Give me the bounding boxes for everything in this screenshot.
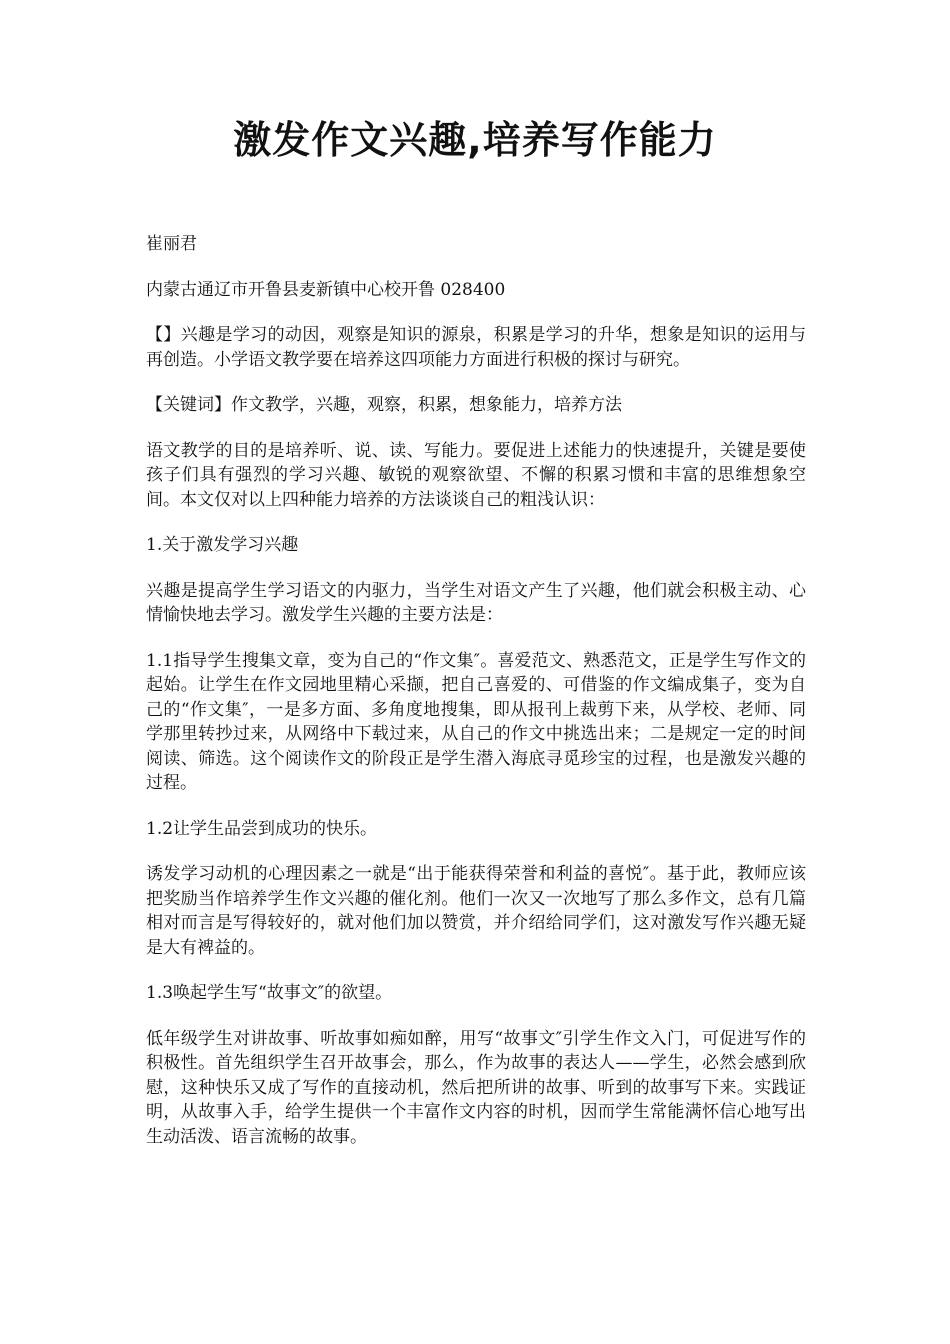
document-title: 激发作文兴趣,培养写作能力 [233,118,717,162]
document-body [146,232,806,1170]
subsection-1-3-heading: 1.3唤起学生写“故事文″的欲望。 [146,983,393,1003]
subsection-1-2-paragraph: 诱发学习动机的心理因素之一就是“出于能获得荣誉和利益的喜悦″。基于此，教师应该把奖励当作培养学生作文兴趣的催化剂。他们一次又一次地写了那么多作文，总有几篇相对而言是写得较好的，就对他们加以赞赏，并介绍给同学们，这对激发写作兴趣无疑是大有裨益的。 [146,864,806,958]
subsection-1-1-paragraph: 1.1指导学生搜集文章，变为自己的“作文集″。喜爱范文、熟悉范文，正是学生写作文的起始。让学生在作文园地里精心采撷，把自己喜爱的、可借鉴的作文编成集子，变为自己的“作文集″，一是多方面、多角度地搜集，即从报刊上裁剪下来，从学校、老师、同学那里转抄过来，从网络中下载过来，从自己的作文中挑选出来；二是规定一定的时间阅读、筛选。这个阅读作文的阶段正是学生潜入海底寻觅珍宝的过程，也是激发兴趣的过程。 [146,650,806,793]
section-heading: 1.关于激发学习兴趣 [146,535,299,555]
abstract: 【】兴趣是学习的动因，观察是知识的源泉，积累是学习的升华，想象是知识的运用与再创造。小学语文教学要在培养这四项能力方面进行积极的探讨与研究。 [146,325,806,370]
subsection-1-3-paragraph: 低年级学生对讲故事、听故事如痴如醉，用写“故事文″引学生作文入门，可促进写作的积极性。首先组织学生召开故事会，那么，作为故事的表达人——学生，必然会感到欣慰，这种快乐又成了写作的直接动机，然后把所讲的故事、听到的故事写下来。实践证明，从故事入手，给学生提供一个丰富作文内容的时机，因而学生常能满怀信心地写出生动活泼、语言流畅的故事。 [146,1028,806,1147]
author: 崔丽君 [146,234,197,254]
affiliation: 内蒙古通辽市开鲁县麦新镇中心校开鲁 028400 [146,279,506,300]
subsection-1-2-heading: 1.2让学生品尝到成功的快乐。 [146,818,378,839]
keywords: 【关键词】作文教学，兴趣，观察，积累，想象能力，培养方法 [146,395,622,415]
section-intro-paragraph: 兴趣是提高学生学习语文的内驱力，当学生对语文产生了兴趣，他们就会积极主动、心情愉快地去学习。激发学生兴趣的主要方法是： [146,580,806,625]
intro-paragraph: 语文教学的目的是培养听、说、读、写能力。要促进上述能力的快速提升，关键是要使孩子们具有强烈的学习兴趣、敏锐的观察欲望、不懈的积累习惯和丰富的思维想象空间。本文仅对以上四种能力培养的方法谈谈自己的粗浅认识： [146,440,806,510]
